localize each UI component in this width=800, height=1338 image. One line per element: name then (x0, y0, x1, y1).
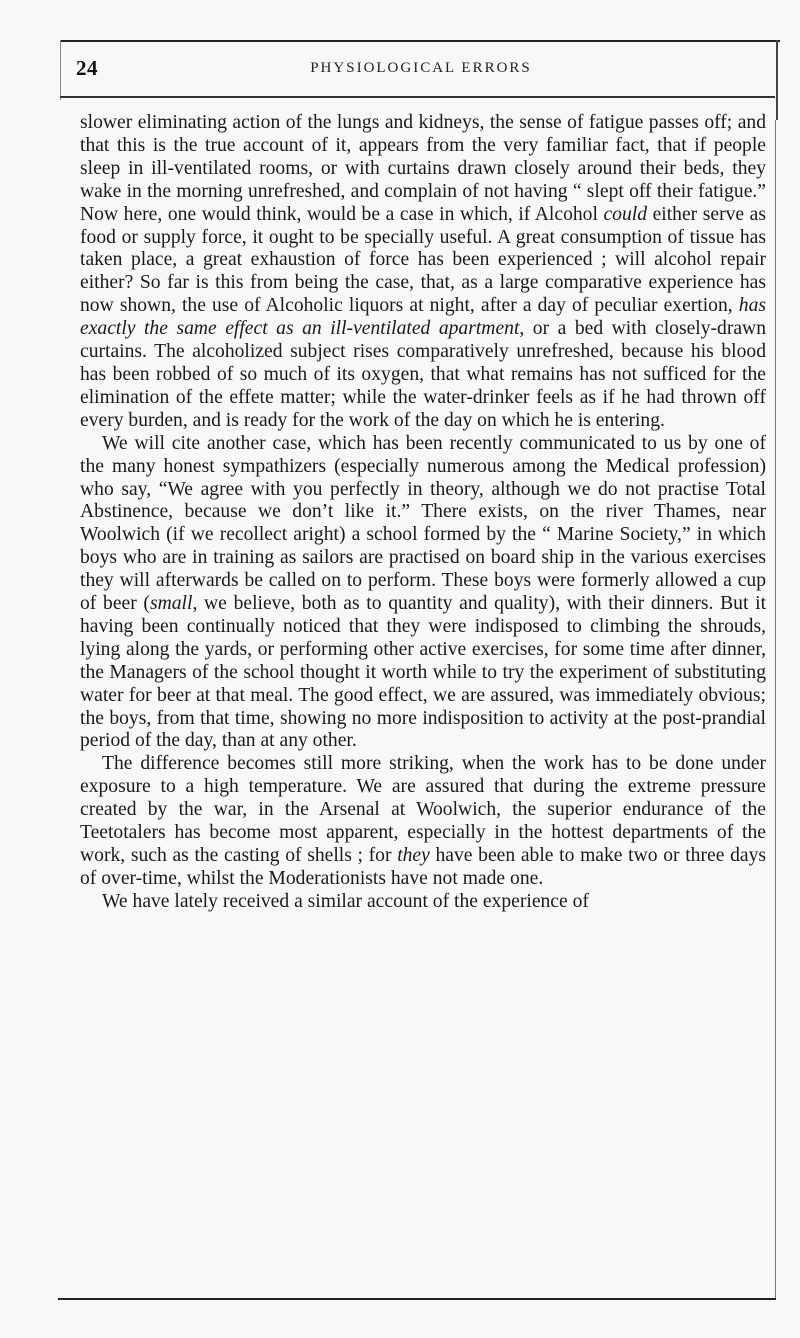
italic-run: has exactly the same effect as an ill-ventilated apartment (80, 295, 766, 340)
italic-run: small (149, 593, 193, 615)
paragraph (80, 112, 766, 433)
body-text (80, 112, 766, 914)
text-run: We have lately received a similar account of the experience of (102, 890, 589, 912)
page-header (76, 56, 766, 86)
header-rule (60, 96, 775, 98)
text-run: slower eliminating action of the lungs and kidneys, the sense of fatigue passes off; and that this is the true account of it, appears from the very familiar fact, that if people sleep in ill-ventilated rooms, or with curtains drawn closely around their beds, they wake in the morning unrefreshed, and complain of not having “ slept off their fatigue.” Now here, one would think, would be a case in which, if Alcohol (80, 112, 766, 225)
italic-run: could (603, 203, 648, 225)
paragraph (80, 433, 766, 754)
text-run: We will cite another case, which has been recently communicated to us by one of the many honest sympathizers (especially numerous among the Medical profession) who say, “We agree with you perfectly in theory, although we do not practise Total Abstinence, because we don’t like it.” There exists, on the river Thames, near Woolwich (if we recollect aright) a school formed by the “ Marine Society,” in which boys who are in training as sailors are practised on board ship in the various exercises they will afterwards be called on to perform. These boys were formerly allowed a cup of beer ( (80, 432, 766, 615)
text-run: The difference becomes still more striking, when the work has to be done under exposure to a high temperature. We are assured that during the extreme pressure created by the war, in the Arsenal at Woolwich, the superior endurance of the Teetotalers has become most apparent, especially in the hottest departments of the work, such as the casting of shells ; for (80, 753, 766, 866)
top-rule (60, 40, 780, 42)
bottom-rule (58, 1298, 776, 1300)
right-margin-line (775, 120, 776, 1300)
paragraph (80, 753, 766, 890)
left-edge-mark (60, 40, 61, 100)
running-head: PHYSIOLOGICAL ERRORS (310, 60, 532, 76)
paragraph (80, 891, 766, 914)
italic-run: they (397, 845, 430, 866)
text-run: , or a bed with closely-drawn curtains. The alcoholized subject rises comparatively unrefreshed, because his blood has been robbed of so much of its oxygen, that what remains has not sufficed for the elimination of the effete matter; while the water-drinker feels as if he had thrown off every burden, and is ready for the work of the day on which he is entering. (80, 318, 767, 431)
text-run: , we believe, both as to quantity and quality), with their dinners. But it having been continually noticed that they were indisposed to climbing the shrouds, lying along the yards, or performing other active exercises, for some time after dinner, the Managers of the school thought it worth while to try the experiment of substituting water for beer at that meal. The good effect, we are assured, was immediately obvious; the boys, from that time, showing no more indisposition to activity at the post-prandial period of the day, than at any other. (80, 593, 767, 752)
text-run: either serve as food or supply force, it ought to be specially useful. A great consumption of tissue has taken place, a great exhaustion of force has been experienced ; will alcohol repair either? So far is this from being the case, that, as a large comparative experience has now shown, the use of Alcoholic liquors at night, after a day of peculiar exertion, (80, 203, 766, 317)
right-edge-mark (776, 40, 778, 120)
text-run: have been able to make two or three days of over-time, whilst the Moderationists have not made one. (80, 845, 766, 889)
page-number: 24 (76, 56, 98, 80)
